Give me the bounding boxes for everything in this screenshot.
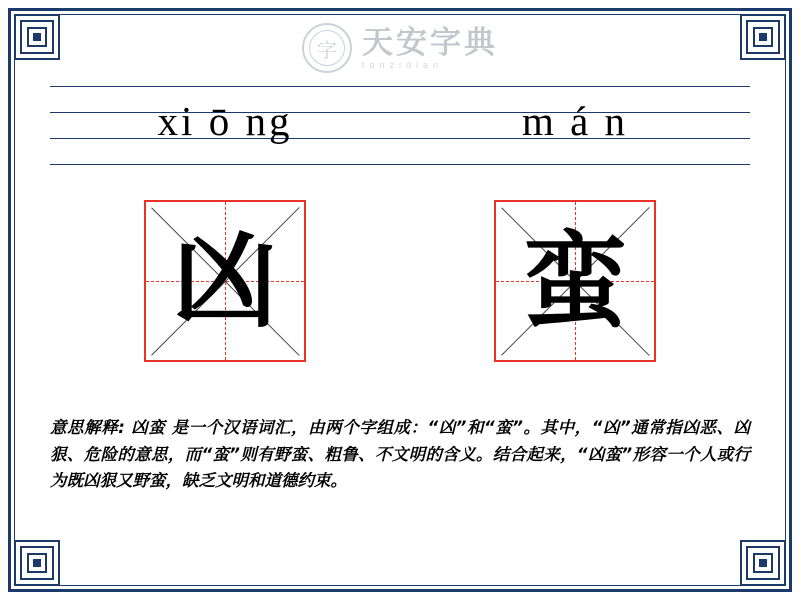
tianzige-grid-2 (494, 200, 656, 362)
character-glyph-2: 蛮 (522, 220, 627, 342)
staff-line (50, 164, 750, 165)
pinyin-text-1: xi ō ng (157, 98, 293, 144)
tianzige-grid-1 (144, 200, 306, 362)
explanation-label: 意思解释: (50, 418, 125, 437)
character-cell-2 (400, 200, 750, 370)
corner-ornament-bottom-left (14, 540, 60, 586)
pinyin-text-2: m á n (521, 98, 629, 144)
character-glyph-1: 凶 (172, 220, 277, 342)
logo-subtitle: tonzidian (362, 59, 444, 70)
explanation-block (50, 415, 750, 495)
corner-ornament-top-right (740, 14, 786, 60)
character-cell-1 (50, 200, 400, 370)
seal-icon: 字 (302, 23, 352, 73)
logo-title: 天安字典 (362, 24, 498, 60)
corner-ornament-top-left (14, 14, 60, 60)
explanation-text: 凶蛮 是一个汉语词汇，由两个字组成：“凶”和“蛮”。其中，“凶”通常指凶恶、凶狠、危险的意思，而“蛮”则有野蛮、粗鲁、不文明的含义。结合起来，“凶蛮”形容一个人或行为既凶狠又野蛮，缺乏文明和道德约束。 (50, 418, 751, 491)
character-grids (50, 200, 750, 370)
pinyin-staff (50, 86, 750, 166)
corner-ornament-bottom-right (740, 540, 786, 586)
